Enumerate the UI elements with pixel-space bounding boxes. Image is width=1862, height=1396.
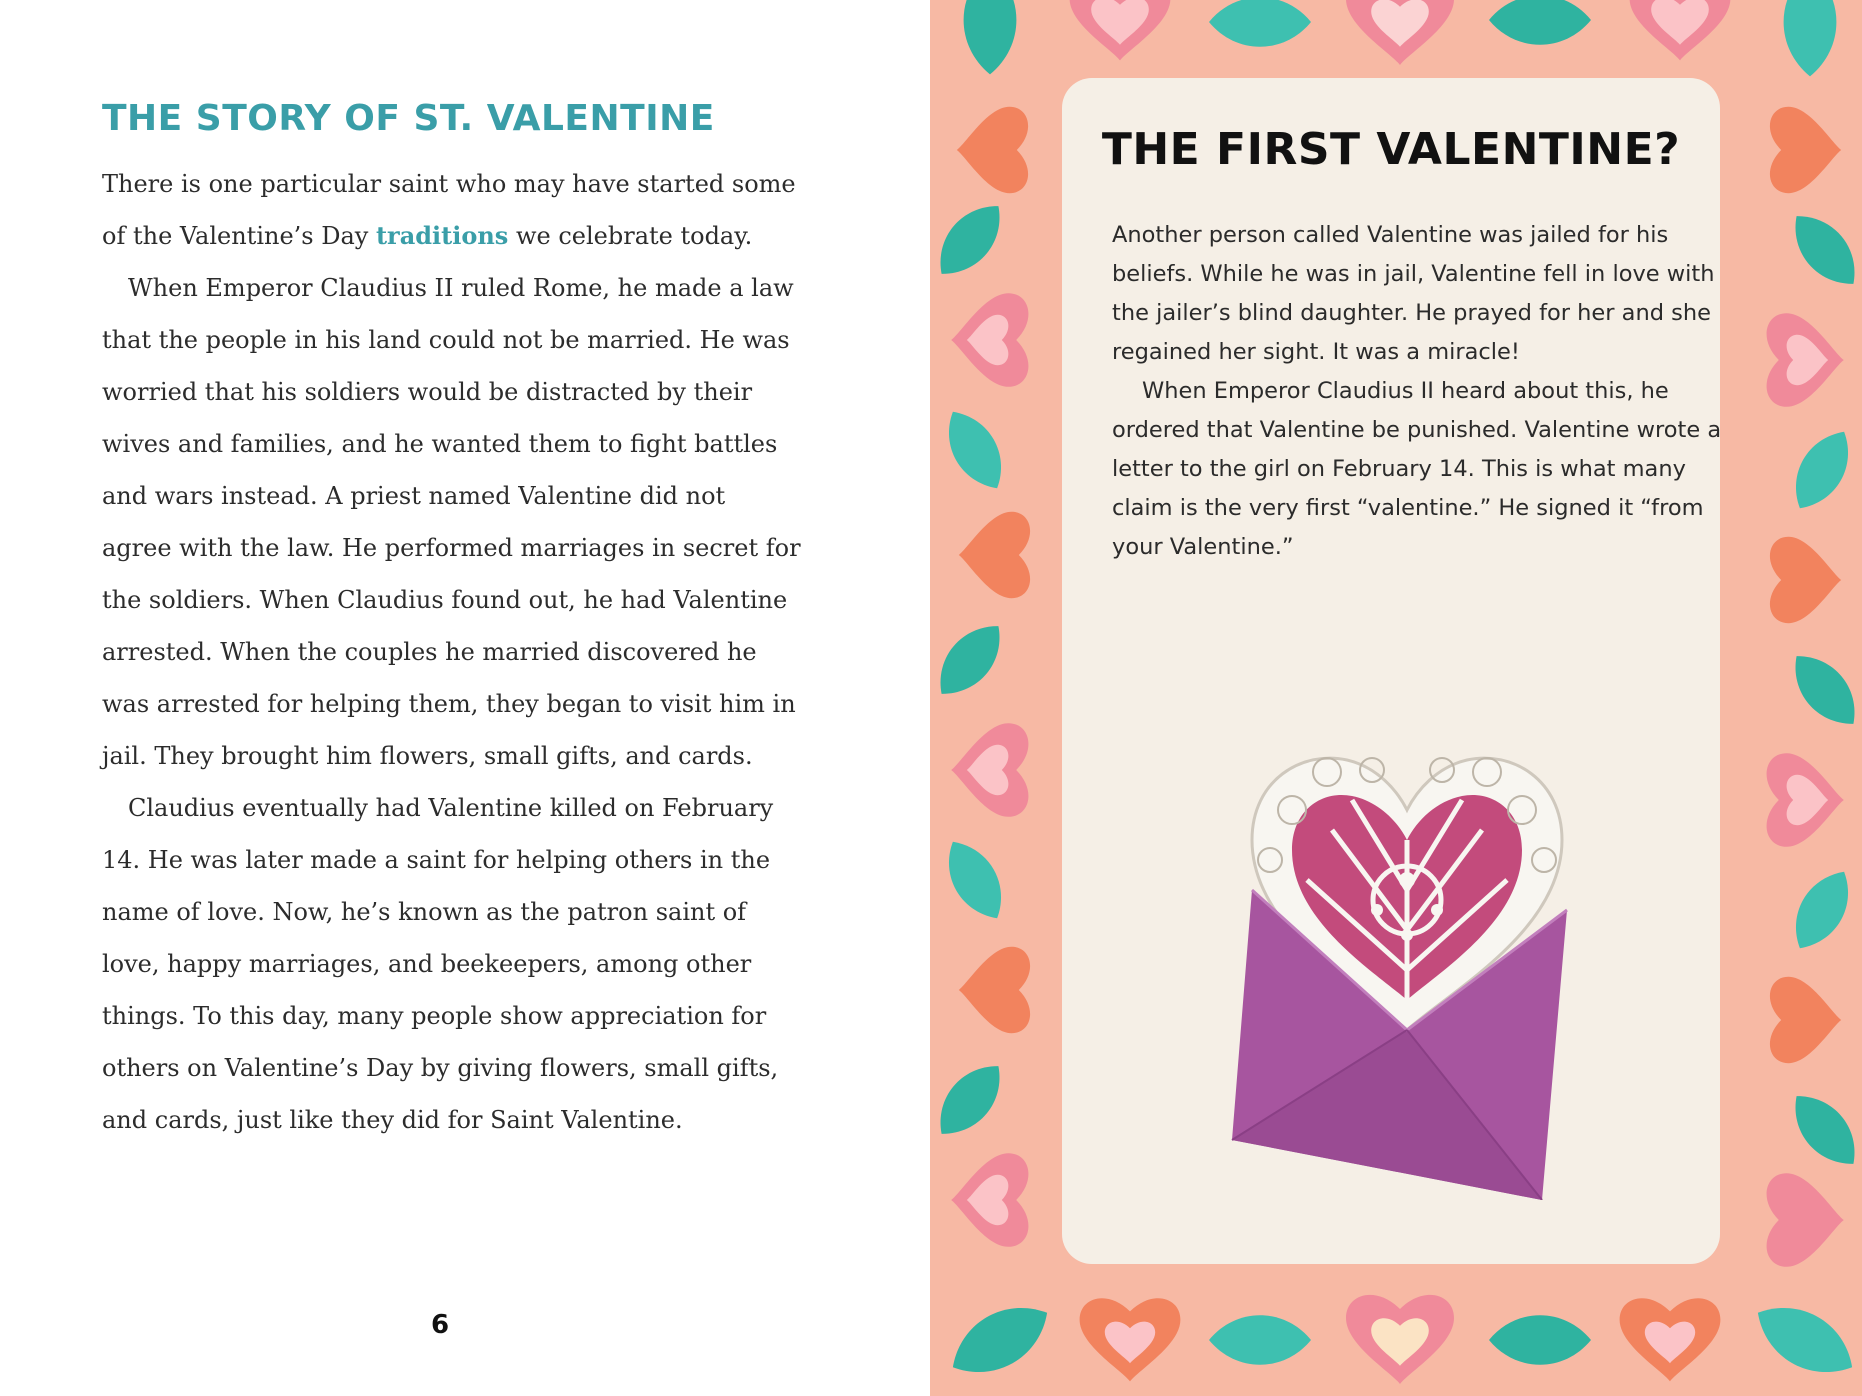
sidebar-box: [1062, 78, 1720, 1264]
left-page: [0, 0, 930, 1396]
sidebar-body: [1112, 216, 1722, 567]
right-page: [930, 0, 1862, 1396]
lace-heart-envelope-illustration: [1222, 730, 1592, 1200]
story-paragraph-3: Claudius eventually had Valentine killed on February 14. He was later made a saint for helping others in the name of love. Now, he’s known as the patron saint of love, happy marriages, and beekeepers, among other things. To this day, many people show appreciation for others on Valentine’s Day by giving flowers, small gifts, and cards, just like they did for Saint Valentine.: [102, 794, 779, 1134]
story-paragraph-1: [102, 158, 802, 262]
sidebar-paragraph-2: When Emperor Claudius II heard about this, he ordered that Valentine be punished. Valentine wrote a letter to the girl on February 14. This is what many claim is the very first “valentine.” He signed it “from your Valentine.”: [1112, 378, 1722, 560]
story-text: we celebrate today.: [508, 222, 753, 250]
story-paragraph-2: When Emperor Claudius II ruled Rome, he made a law that the people in his land could not be married. He was worried that his soldiers would be distracted by their wives and families, and he wanted them to fight battles and wars instead. A priest named Valentine did not agree with the law. He performed marriages in secret for the soldiers. When Claudius found out, he had Valentine arrested. When the couples he married discovered he was arrested for helping them, they began to visit him in jail. They brought him flowers, small gifts, and cards.: [102, 274, 801, 770]
page-number: 6: [430, 1310, 450, 1340]
section-heading: THE STORY OF ST. VALENTINE: [102, 98, 715, 139]
story-body: [102, 158, 802, 1146]
glossary-keyword[interactable]: traditions: [375, 221, 509, 250]
sidebar-title: THE FIRST VALENTINE?: [1101, 124, 1681, 175]
sidebar-paragraph-1: Another person called Valentine was jailed for his beliefs. While he was in jail, Valentine fell in love with the jailer’s blind daughter. He prayed for her and she regained her sight. It was a miracle!: [1112, 222, 1715, 365]
story-text: There is one particular saint who may have started some of the Valentine’s Day: [102, 170, 796, 250]
